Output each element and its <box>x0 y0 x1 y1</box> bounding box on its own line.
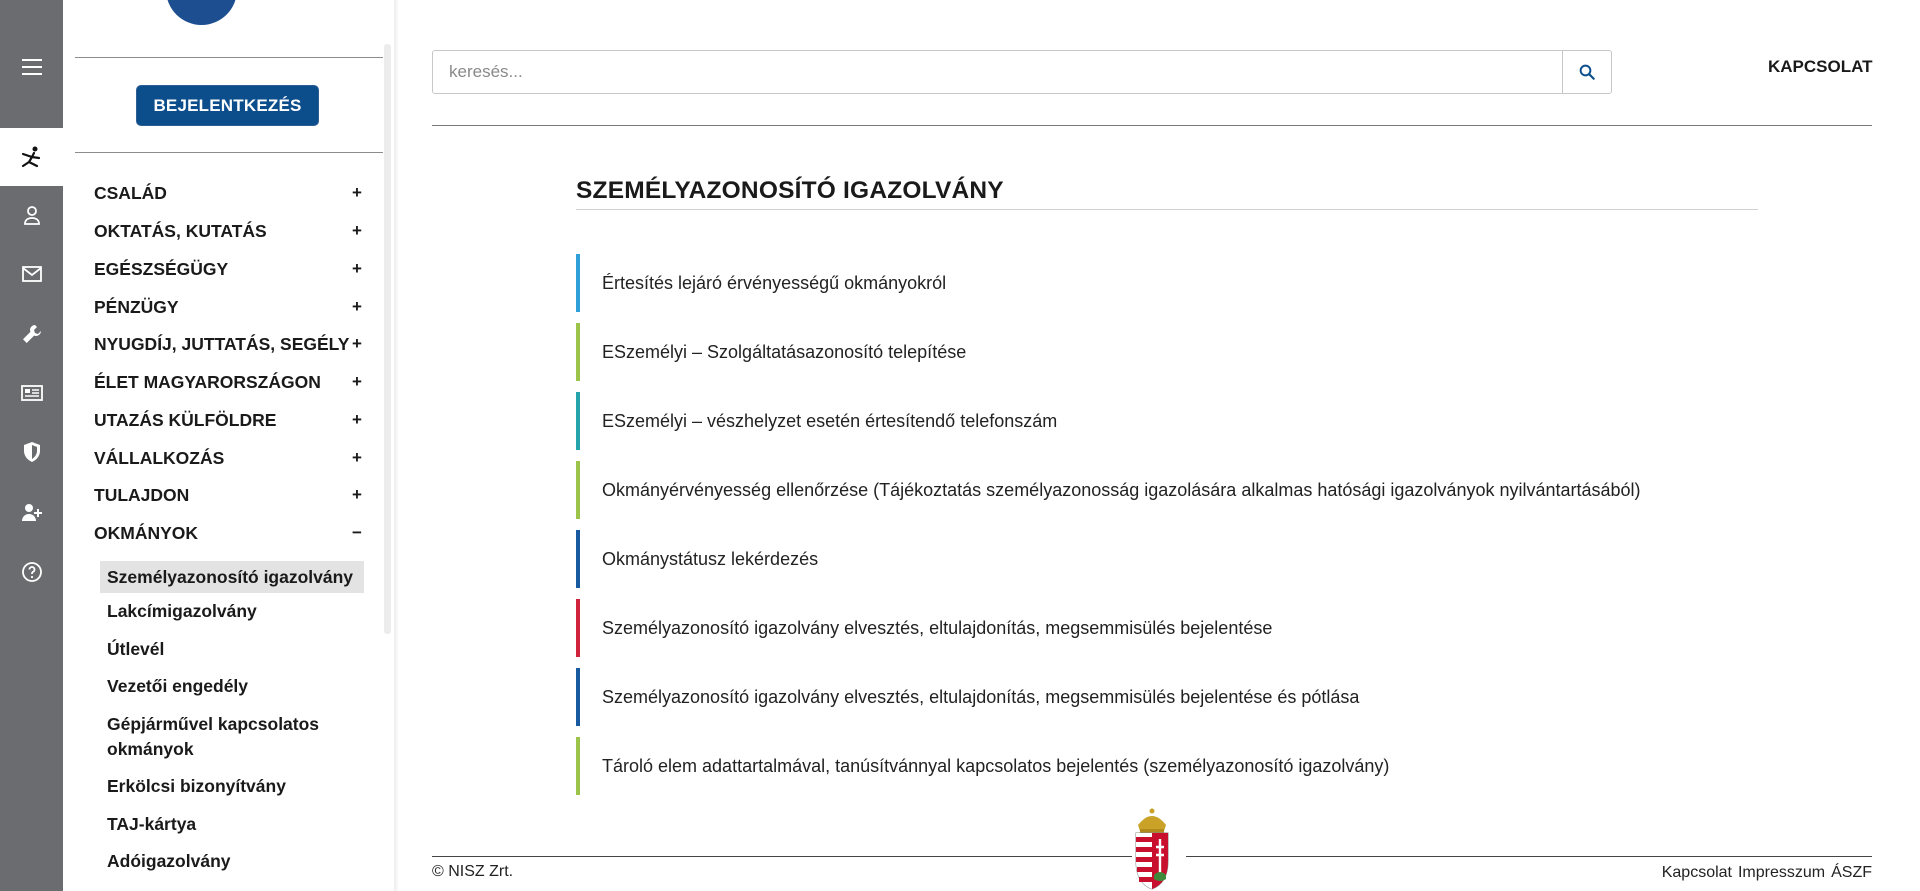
newspaper-icon <box>20 381 44 405</box>
title-divider <box>576 209 1758 210</box>
footer-link-terms[interactable]: ÁSZF <box>1831 864 1872 881</box>
sidebar-category[interactable] <box>94 405 364 435</box>
category-label: NYUGDÍJ, JUTTATÁS, SEGÉLY <box>94 333 350 354</box>
header-divider <box>432 125 1872 126</box>
sidebar-subitem[interactable]: Lakcímigazolvány <box>107 601 257 621</box>
service-link[interactable] <box>576 599 1272 657</box>
sidebar-subitem[interactable]: Erkölcsi bizonyítvány <box>107 776 286 796</box>
sidebar-divider-top <box>75 57 383 58</box>
category-label: UTAZÁS KÜLFÖLDRE <box>94 409 277 430</box>
service-link[interactable] <box>576 530 818 588</box>
expand-icon: + <box>352 485 362 504</box>
wrench-icon <box>20 322 44 346</box>
service-link-label: Személyazonosító igazolvány elvesztés, eltulajdonítás, megsemmisülés bejelentése és pótlása <box>602 686 1360 707</box>
service-link-label: Tároló elem adattartalmával, tanúsítvánnyal kapcsolatos bejelentés (személyazonosító igazolvány) <box>602 755 1390 776</box>
expand-icon: + <box>352 259 362 278</box>
footer-link-imprint[interactable]: Impresszum <box>1737 864 1826 881</box>
help-button[interactable] <box>0 543 63 601</box>
collapse-icon: − <box>352 523 362 542</box>
sidebar-subitem[interactable]: Adóigazolvány <box>107 851 231 871</box>
expand-icon: + <box>352 372 362 391</box>
expand-icon: + <box>352 410 362 429</box>
sidebar-category[interactable] <box>94 329 364 359</box>
footer-links <box>1662 864 1872 882</box>
service-link[interactable] <box>576 323 966 381</box>
sidebar <box>63 0 394 891</box>
category-label: PÉNZÜGY <box>94 296 179 317</box>
add-user-icon <box>20 500 44 524</box>
service-link-label: Személyazonosító igazolvány elvesztés, eltulajdonítás, megsemmisülés bejelentése <box>602 617 1273 638</box>
expand-icon: + <box>352 183 362 202</box>
service-link-label: ESzemélyi – vészhelyzet esetén értesítendő telefonszám <box>602 410 1058 431</box>
messages-button[interactable] <box>0 245 63 303</box>
sidebar-divider-bottom <box>75 152 383 153</box>
search-icon <box>1578 63 1596 81</box>
expand-icon: + <box>352 334 362 353</box>
sidebar-category[interactable] <box>94 216 364 246</box>
service-link[interactable] <box>576 737 1389 795</box>
sidebar-category[interactable] <box>94 254 364 284</box>
sidebar-subitem-active[interactable]: Személyazonosító igazolvány <box>100 561 364 593</box>
sidebar-category-okmanyok[interactable] <box>94 518 364 548</box>
page-title: SZEMÉLYAZONOSÍTÓ IGAZOLVÁNY <box>576 177 1004 204</box>
copyright-text: © NISZ Zrt. <box>432 863 514 880</box>
category-label: VÁLLALKOZÁS <box>94 447 225 468</box>
settings-button[interactable] <box>0 305 63 363</box>
search-button[interactable] <box>1562 51 1611 93</box>
category-label: TULAJDON <box>94 484 190 505</box>
news-button[interactable] <box>0 364 63 422</box>
expand-icon: + <box>352 221 362 240</box>
contact-link[interactable]: KAPCSOLAT <box>1768 57 1873 76</box>
envelope-icon <box>20 262 44 286</box>
service-link-label: Okmányérvényesség ellenőrzése (Tájékoztatás személyazonosság igazolására alkalmas hatósági igazolványok nyilvántartásából) <box>602 479 1641 500</box>
accessibility-person-icon <box>20 145 44 169</box>
icon-rail <box>0 0 63 891</box>
register-button[interactable] <box>0 483 63 541</box>
shield-icon <box>20 440 44 464</box>
service-link-label: ESzemélyi – Szolgáltatásazonosító telepítése <box>602 341 967 362</box>
footer-divider-right <box>1186 856 1872 857</box>
profile-button[interactable] <box>0 186 63 244</box>
category-label: OKTATÁS, KUTATÁS <box>94 220 267 241</box>
service-link[interactable] <box>576 392 1057 450</box>
site-logo[interactable] <box>166 0 237 25</box>
hamburger-menu-icon <box>20 55 44 79</box>
security-button[interactable] <box>0 423 63 481</box>
sidebar-category[interactable] <box>94 292 364 322</box>
service-link-label: Okmánystátusz lekérdezés <box>602 548 819 569</box>
login-button[interactable]: BEJELENTKEZÉS <box>136 85 319 126</box>
search-input[interactable] <box>433 51 1563 93</box>
accessibility-button[interactable] <box>0 128 63 186</box>
help-circle-icon <box>20 560 44 584</box>
footer-divider-left <box>432 856 1132 857</box>
service-link-label: Értesítés lejáró érvényességű okmányokról <box>602 272 947 293</box>
user-icon <box>20 203 44 227</box>
sidebar-category[interactable] <box>94 178 364 208</box>
sidebar-subitem[interactable]: Vezetői engedély <box>107 676 249 696</box>
sidebar-subitem[interactable]: TAJ-kártya <box>107 814 197 834</box>
sidebar-subitem[interactable]: Útlevél <box>107 639 165 659</box>
sidebar-category[interactable] <box>94 480 364 510</box>
category-label: CSALÁD <box>94 182 167 203</box>
category-label: ÉLET MAGYARORSZÁGON <box>94 371 321 392</box>
service-link[interactable] <box>576 461 1641 519</box>
menu-toggle-button[interactable] <box>0 38 63 96</box>
search-bar <box>432 50 1612 94</box>
sidebar-scrollbar[interactable] <box>384 44 391 634</box>
sidebar-category[interactable] <box>94 367 364 397</box>
service-link[interactable] <box>576 668 1359 726</box>
expand-icon: + <box>352 448 362 467</box>
category-label: OKMÁNYOK <box>94 522 199 543</box>
expand-icon: + <box>352 297 362 316</box>
sidebar-category[interactable] <box>94 443 364 473</box>
category-label: EGÉSZSÉGÜGY <box>94 258 229 279</box>
service-link[interactable] <box>576 254 946 312</box>
sidebar-subitem[interactable]: Gépjárművel kapcsolatos okmányok <box>107 714 320 759</box>
coat-of-arms-icon <box>1130 803 1174 891</box>
footer-link-contact[interactable]: Kapcsolat <box>1661 864 1732 881</box>
